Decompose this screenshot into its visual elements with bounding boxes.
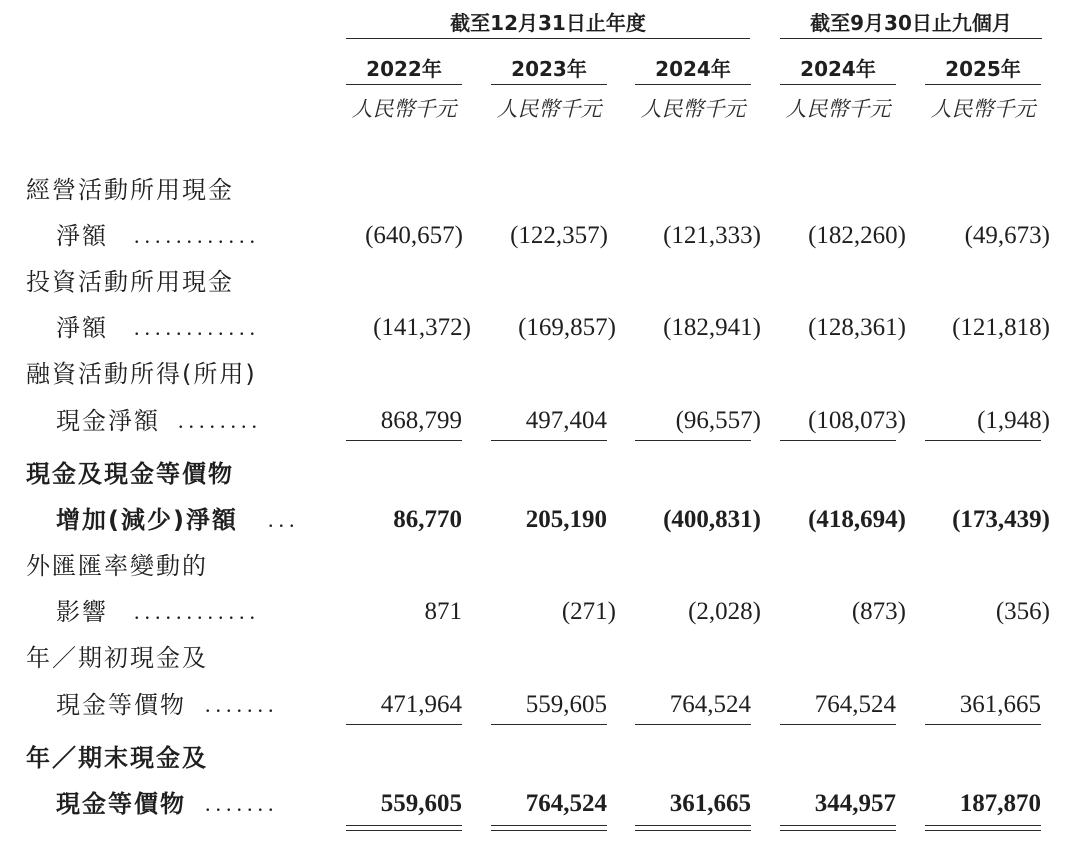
- total-rule-bottom-col3: [635, 830, 751, 831]
- year-header-col3: 2024年: [635, 54, 751, 85]
- row-fx-label-line2: 影響: [56, 598, 108, 626]
- opening-rule-col4: [780, 724, 896, 725]
- year-header-col5: 2025年: [925, 54, 1041, 85]
- row-financing-label-line2: 現金淨額: [56, 407, 160, 435]
- row-financing-leader-dots: ........: [178, 408, 262, 433]
- row-investing-value-2022: (141,372): [373, 314, 471, 341]
- row-investing-value-2024-9m: (128,361): [808, 314, 906, 341]
- total-rule-top-col4: [780, 825, 896, 826]
- row-net-change-label-line2: 增加(減少)淨額: [56, 506, 238, 534]
- total-rule-bottom-col4: [780, 830, 896, 831]
- row-fx-leader-dots: ............: [134, 599, 260, 624]
- unit-header-col2: 人民幣千元: [496, 97, 602, 121]
- header-nine-months: 截至9月30日止九個月: [780, 8, 1042, 39]
- row-operating-value-2023: (122,357): [510, 222, 608, 249]
- subtotal-rule-col2: [491, 440, 607, 441]
- total-rule-top-col2: [491, 825, 607, 826]
- year-header-col1: 2022年: [346, 54, 462, 85]
- row-financing-value-2023: 497,404: [525, 407, 607, 434]
- row-investing-label-line1: 投資活動所用現金: [26, 268, 234, 296]
- row-net-change-label-line1: 現金及現金等價物: [26, 460, 234, 488]
- row-financing-value-2024-9m: (108,073): [808, 407, 906, 434]
- opening-rule-col5: [925, 724, 1041, 725]
- total-rule-bottom-col1: [346, 830, 462, 831]
- subtotal-rule-col1: [346, 440, 462, 441]
- row-operating-leader-dots: ............: [134, 223, 260, 248]
- year-header-col2: 2023年: [491, 54, 607, 85]
- unit-header-col3: 人民幣千元: [640, 97, 746, 121]
- row-fx-value-2025-9m: (356): [995, 598, 1050, 625]
- row-closing-value-2025-9m: 187,870: [959, 790, 1041, 817]
- row-investing-leader-dots: ............: [134, 315, 260, 340]
- row-fx-value-2024-9m: (873): [851, 598, 906, 625]
- row-operating-value-2024-9m: (182,260): [808, 222, 906, 249]
- row-fx-value-2023: (271): [561, 598, 616, 625]
- row-operating-value-2024: (121,333): [663, 222, 761, 249]
- row-investing-label-line2: 淨額: [56, 314, 108, 342]
- row-opening-value-2024: 764,524: [669, 691, 751, 718]
- row-financing-value-2024: (96,557): [675, 407, 761, 434]
- row-closing-leader-dots: .......: [205, 791, 279, 816]
- row-closing-label-line2: 現金等價物: [56, 790, 186, 818]
- row-net-change-leader-dots: ...: [268, 507, 300, 532]
- total-rule-top-col3: [635, 825, 751, 826]
- unit-header-col4: 人民幣千元: [785, 97, 891, 121]
- row-net-change-value-2023: 205,190: [525, 506, 607, 533]
- row-operating-value-2022: (640,657): [365, 222, 463, 249]
- unit-header-col5: 人民幣千元: [930, 97, 1036, 121]
- year-header-col4: 2024年: [780, 54, 896, 85]
- row-opening-label-line1: 年／期初現金及: [26, 644, 208, 672]
- row-financing-value-2022: 868,799: [380, 407, 462, 434]
- unit-header-col1: 人民幣千元: [351, 97, 457, 121]
- total-rule-top-col5: [925, 825, 1041, 826]
- row-closing-value-2024: 361,665: [669, 790, 751, 817]
- row-operating-value-2025-9m: (49,673): [964, 222, 1050, 249]
- subtotal-rule-col5: [925, 440, 1041, 441]
- row-opening-value-2022: 471,964: [380, 691, 462, 718]
- total-rule-bottom-col2: [491, 830, 607, 831]
- row-financing-label-line1: 融資活動所得(所用): [26, 360, 257, 388]
- row-closing-value-2023: 764,524: [525, 790, 607, 817]
- row-financing-value-2025-9m: (1,948): [977, 407, 1050, 434]
- row-operating-label-line1: 經營活動所用現金: [26, 176, 234, 204]
- row-fx-value-2024: (2,028): [688, 598, 761, 625]
- row-opening-value-2024-9m: 764,524: [814, 691, 896, 718]
- total-rule-top-col1: [346, 825, 462, 826]
- row-operating-label-line2: 淨額: [56, 222, 108, 250]
- row-net-change-value-2022: 86,770: [393, 506, 462, 533]
- row-opening-leader-dots: .......: [205, 692, 279, 717]
- header-full-year: 截至12月31日止年度: [346, 8, 750, 39]
- opening-rule-col3: [635, 724, 751, 725]
- row-opening-value-2023: 559,605: [525, 691, 607, 718]
- row-closing-value-2024-9m: 344,957: [814, 790, 896, 817]
- row-investing-value-2024: (182,941): [663, 314, 761, 341]
- opening-rule-col1: [346, 724, 462, 725]
- row-investing-value-2025-9m: (121,818): [952, 314, 1050, 341]
- row-fx-value-2022: 871: [424, 598, 462, 625]
- row-opening-label-line2: 現金等價物: [56, 691, 186, 719]
- row-closing-label-line1: 年／期末現金及: [26, 744, 208, 772]
- subtotal-rule-col4: [780, 440, 896, 441]
- row-investing-value-2023: (169,857): [518, 314, 616, 341]
- row-net-change-value-2025-9m: (173,439): [952, 506, 1050, 533]
- subtotal-rule-col3: [635, 440, 751, 441]
- row-closing-value-2022: 559,605: [380, 790, 462, 817]
- row-net-change-value-2024: (400,831): [663, 506, 761, 533]
- row-net-change-value-2024-9m: (418,694): [808, 506, 906, 533]
- total-rule-bottom-col5: [925, 830, 1041, 831]
- row-fx-label-line1: 外匯匯率變動的: [26, 552, 208, 580]
- row-opening-value-2025-9m: 361,665: [959, 691, 1041, 718]
- opening-rule-col2: [491, 724, 607, 725]
